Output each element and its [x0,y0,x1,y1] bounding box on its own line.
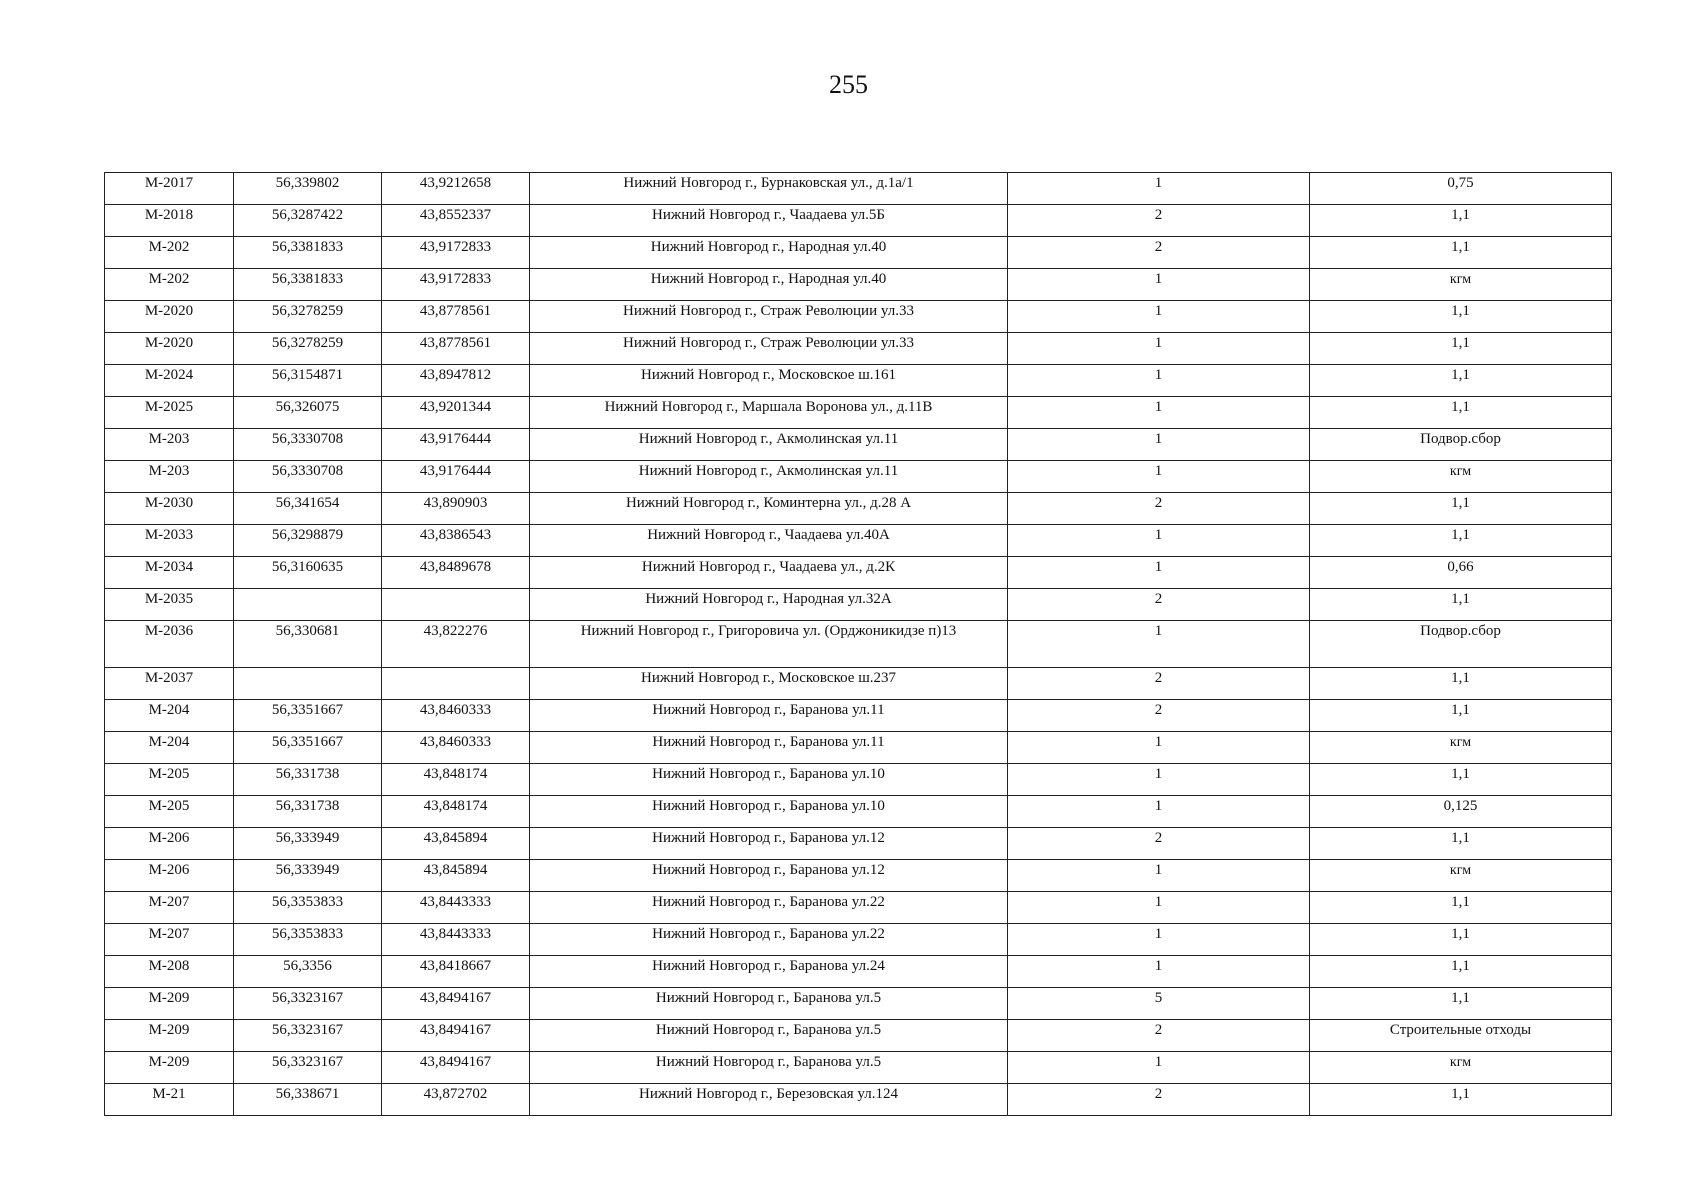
cell-site-id: М-209 [105,988,234,1020]
cell-container-count: 1 [1008,956,1310,988]
cell-container-count: 1 [1008,461,1310,493]
table-row [105,621,1612,668]
cell-container-volume: 1,1 [1310,1084,1612,1116]
cell-latitude: 56,3323167 [234,1020,382,1052]
cell-site-id: М-205 [105,764,234,796]
cell-address: Нижний Новгород г., Григоровича ул. (Орджоникидзе п)13 [530,621,1008,668]
cell-address: Нижний Новгород г., Бурнаковская ул., д.1а/1 [530,173,1008,205]
cell-site-id: М-207 [105,892,234,924]
cell-longitude: 43,8494167 [382,1020,530,1052]
cell-latitude: 56,3154871 [234,365,382,397]
cell-container-count: 1 [1008,764,1310,796]
cell-container-volume: 0,66 [1310,557,1612,589]
table-row [105,1084,1612,1116]
cell-container-count: 2 [1008,700,1310,732]
cell-address: Нижний Новгород г., Народная ул.32А [530,589,1008,621]
cell-longitude: 43,8460333 [382,732,530,764]
cell-site-id: М-2020 [105,301,234,333]
cell-container-volume: 1,1 [1310,668,1612,700]
cell-container-volume: кгм [1310,461,1612,493]
cell-container-count: 1 [1008,269,1310,301]
cell-site-id: М-203 [105,461,234,493]
cell-site-id: М-209 [105,1020,234,1052]
cell-container-volume: 1,1 [1310,493,1612,525]
cell-container-volume: 1,1 [1310,988,1612,1020]
cell-container-count: 1 [1008,365,1310,397]
table-row [105,956,1612,988]
cell-longitude [382,668,530,700]
cell-address: Нижний Новгород г., Баранова ул.24 [530,956,1008,988]
cell-latitude: 56,338671 [234,1084,382,1116]
cell-container-volume: 1,1 [1310,924,1612,956]
cell-address: Нижний Новгород г., Страж Революции ул.33 [530,333,1008,365]
table-row [105,988,1612,1020]
cell-address: Нижний Новгород г., Баранова ул.12 [530,860,1008,892]
table-row [105,301,1612,333]
cell-longitude: 43,8443333 [382,924,530,956]
cell-latitude: 56,341654 [234,493,382,525]
cell-latitude: 56,3330708 [234,461,382,493]
cell-site-id: М-208 [105,956,234,988]
cell-address: Нижний Новгород г., Баранова ул.11 [530,732,1008,764]
cell-address: Нижний Новгород г., Чаадаева ул.5Б [530,205,1008,237]
cell-container-count: 2 [1008,205,1310,237]
cell-longitude: 43,845894 [382,828,530,860]
cell-address: Нижний Новгород г., Баранова ул.10 [530,796,1008,828]
table-row [105,429,1612,461]
cell-address: Нижний Новгород г., Чаадаева ул.40А [530,525,1008,557]
cell-latitude: 56,333949 [234,860,382,892]
table-row [105,589,1612,621]
cell-latitude: 56,3351667 [234,732,382,764]
table-row [105,461,1612,493]
cell-container-count: 1 [1008,397,1310,429]
cell-address: Нижний Новгород г., Баранова ул.5 [530,988,1008,1020]
cell-site-id: М-206 [105,828,234,860]
cell-container-count: 1 [1008,557,1310,589]
cell-longitude: 43,9176444 [382,429,530,461]
cell-latitude: 56,326075 [234,397,382,429]
cell-longitude: 43,9176444 [382,461,530,493]
cell-site-id: М-2036 [105,621,234,668]
cell-address: Нижний Новгород г., Березовская ул.124 [530,1084,1008,1116]
cell-container-volume: 1,1 [1310,365,1612,397]
table-row [105,333,1612,365]
cell-address: Нижний Новгород г., Московское ш.161 [530,365,1008,397]
cell-container-volume: Подвор.сбор [1310,621,1612,668]
cell-longitude: 43,8947812 [382,365,530,397]
cell-latitude: 56,3381833 [234,237,382,269]
cell-latitude: 56,331738 [234,796,382,828]
cell-address: Нижний Новгород г., Страж Революции ул.33 [530,301,1008,333]
cell-container-count: 2 [1008,828,1310,860]
cell-container-volume: 1,1 [1310,589,1612,621]
cell-container-volume: 0,125 [1310,796,1612,828]
cell-site-id: М-206 [105,860,234,892]
cell-container-count: 2 [1008,1020,1310,1052]
cell-longitude: 43,9172833 [382,269,530,301]
cell-latitude: 56,3278259 [234,301,382,333]
cell-container-count: 2 [1008,589,1310,621]
table-row [105,557,1612,589]
cell-container-count: 1 [1008,173,1310,205]
cell-container-volume: 1,1 [1310,828,1612,860]
cell-site-id: М-2034 [105,557,234,589]
cell-longitude: 43,845894 [382,860,530,892]
cell-site-id: М-2030 [105,493,234,525]
table-row [105,1052,1612,1084]
cell-address: Нижний Новгород г., Чаадаева ул., д.2К [530,557,1008,589]
cell-container-volume: 1,1 [1310,205,1612,237]
cell-container-count: 1 [1008,860,1310,892]
cell-site-id: М-2035 [105,589,234,621]
table-row [105,1020,1612,1052]
cell-latitude: 56,339802 [234,173,382,205]
cell-latitude: 56,333949 [234,828,382,860]
cell-address: Нижний Новгород г., Акмолинская ул.11 [530,429,1008,461]
cell-longitude: 43,8489678 [382,557,530,589]
cell-longitude: 43,848174 [382,764,530,796]
table-row [105,764,1612,796]
table-row [105,237,1612,269]
cell-container-volume: 1,1 [1310,237,1612,269]
cell-container-volume: 1,1 [1310,764,1612,796]
cell-longitude: 43,8494167 [382,988,530,1020]
cell-site-id: М-202 [105,269,234,301]
table-row [105,732,1612,764]
cell-site-id: М-207 [105,924,234,956]
table-row [105,892,1612,924]
cell-container-count: 1 [1008,1052,1310,1084]
cell-longitude: 43,8778561 [382,301,530,333]
cell-latitude: 56,3381833 [234,269,382,301]
cell-longitude: 43,9201344 [382,397,530,429]
cell-container-volume: кгм [1310,1052,1612,1084]
cell-address: Нижний Новгород г., Баранова ул.11 [530,700,1008,732]
cell-latitude [234,589,382,621]
table-body [105,173,1612,1116]
cell-site-id: М-204 [105,700,234,732]
cell-longitude: 43,8443333 [382,892,530,924]
cell-latitude: 56,331738 [234,764,382,796]
cell-container-count: 2 [1008,668,1310,700]
table-row [105,828,1612,860]
cell-latitude: 56,3353833 [234,924,382,956]
cell-container-volume: 1,1 [1310,333,1612,365]
cell-container-count: 1 [1008,333,1310,365]
cell-container-volume: 0,75 [1310,173,1612,205]
table-row [105,525,1612,557]
cell-latitude [234,668,382,700]
table-row [105,269,1612,301]
cell-container-count: 1 [1008,796,1310,828]
cell-site-id: М-205 [105,796,234,828]
cell-container-count: 1 [1008,892,1310,924]
table-row [105,493,1612,525]
cell-site-id: М-204 [105,732,234,764]
cell-address: Нижний Новгород г., Маршала Воронова ул., д.11В [530,397,1008,429]
cell-container-volume: 1,1 [1310,892,1612,924]
cell-longitude: 43,872702 [382,1084,530,1116]
cell-longitude: 43,8552337 [382,205,530,237]
cell-site-id: М-2033 [105,525,234,557]
cell-site-id: М-2037 [105,668,234,700]
cell-address: Нижний Новгород г., Народная ул.40 [530,237,1008,269]
cell-longitude: 43,890903 [382,493,530,525]
cell-longitude: 43,8386543 [382,525,530,557]
cell-longitude: 43,822276 [382,621,530,668]
cell-latitude: 56,3323167 [234,988,382,1020]
cell-longitude: 43,848174 [382,796,530,828]
cell-longitude: 43,8418667 [382,956,530,988]
table-row [105,365,1612,397]
cell-longitude: 43,9172833 [382,237,530,269]
table-row [105,924,1612,956]
cell-container-count: 1 [1008,301,1310,333]
cell-container-volume: кгм [1310,732,1612,764]
cell-container-count: 5 [1008,988,1310,1020]
cell-latitude: 56,3287422 [234,205,382,237]
cell-site-id: М-202 [105,237,234,269]
cell-site-id: М-209 [105,1052,234,1084]
cell-longitude: 43,8460333 [382,700,530,732]
cell-container-count: 1 [1008,621,1310,668]
cell-address: Нижний Новгород г., Московское ш.237 [530,668,1008,700]
cell-container-volume: кгм [1310,269,1612,301]
table-row [105,668,1612,700]
cell-container-volume: 1,1 [1310,700,1612,732]
cell-longitude: 43,9212658 [382,173,530,205]
cell-container-volume: Строительные отходы [1310,1020,1612,1052]
cell-container-count: 2 [1008,1084,1310,1116]
cell-latitude: 56,3278259 [234,333,382,365]
cell-container-count: 1 [1008,924,1310,956]
cell-latitude: 56,3323167 [234,1052,382,1084]
cell-site-id: М-2017 [105,173,234,205]
cell-address: Нижний Новгород г., Коминтерна ул., д.28 А [530,493,1008,525]
cell-latitude: 56,3356 [234,956,382,988]
cell-site-id: М-21 [105,1084,234,1116]
cell-container-count: 1 [1008,429,1310,461]
cell-site-id: М-2018 [105,205,234,237]
cell-container-count: 2 [1008,493,1310,525]
container-site-table [104,172,1612,1116]
cell-container-count: 1 [1008,732,1310,764]
cell-latitude: 56,3351667 [234,700,382,732]
cell-address: Нижний Новгород г., Баранова ул.22 [530,892,1008,924]
table-row [105,205,1612,237]
cell-longitude [382,589,530,621]
cell-container-volume: кгм [1310,860,1612,892]
cell-container-volume: 1,1 [1310,301,1612,333]
cell-address: Нижний Новгород г., Баранова ул.5 [530,1020,1008,1052]
cell-site-id: М-2020 [105,333,234,365]
cell-address: Нижний Новгород г., Баранова ул.5 [530,1052,1008,1084]
cell-longitude: 43,8778561 [382,333,530,365]
page-number: 255 [829,70,868,99]
cell-site-id: М-203 [105,429,234,461]
cell-site-id: М-2024 [105,365,234,397]
cell-container-count: 2 [1008,237,1310,269]
table-row [105,796,1612,828]
table-row [105,860,1612,892]
cell-container-volume: 1,1 [1310,525,1612,557]
cell-latitude: 56,3160635 [234,557,382,589]
cell-latitude: 56,3330708 [234,429,382,461]
cell-container-volume: 1,1 [1310,397,1612,429]
cell-longitude: 43,8494167 [382,1052,530,1084]
cell-container-count: 1 [1008,525,1310,557]
cell-address: Нижний Новгород г., Баранова ул.12 [530,828,1008,860]
table-row [105,173,1612,205]
table-row [105,700,1612,732]
cell-address: Нижний Новгород г., Баранова ул.22 [530,924,1008,956]
cell-address: Нижний Новгород г., Народная ул.40 [530,269,1008,301]
cell-latitude: 56,330681 [234,621,382,668]
cell-address: Нижний Новгород г., Акмолинская ул.11 [530,461,1008,493]
cell-latitude: 56,3353833 [234,892,382,924]
cell-container-volume: Подвор.сбор [1310,429,1612,461]
table-row [105,397,1612,429]
cell-latitude: 56,3298879 [234,525,382,557]
cell-container-volume: 1,1 [1310,956,1612,988]
cell-site-id: М-2025 [105,397,234,429]
cell-address: Нижний Новгород г., Баранова ул.10 [530,764,1008,796]
